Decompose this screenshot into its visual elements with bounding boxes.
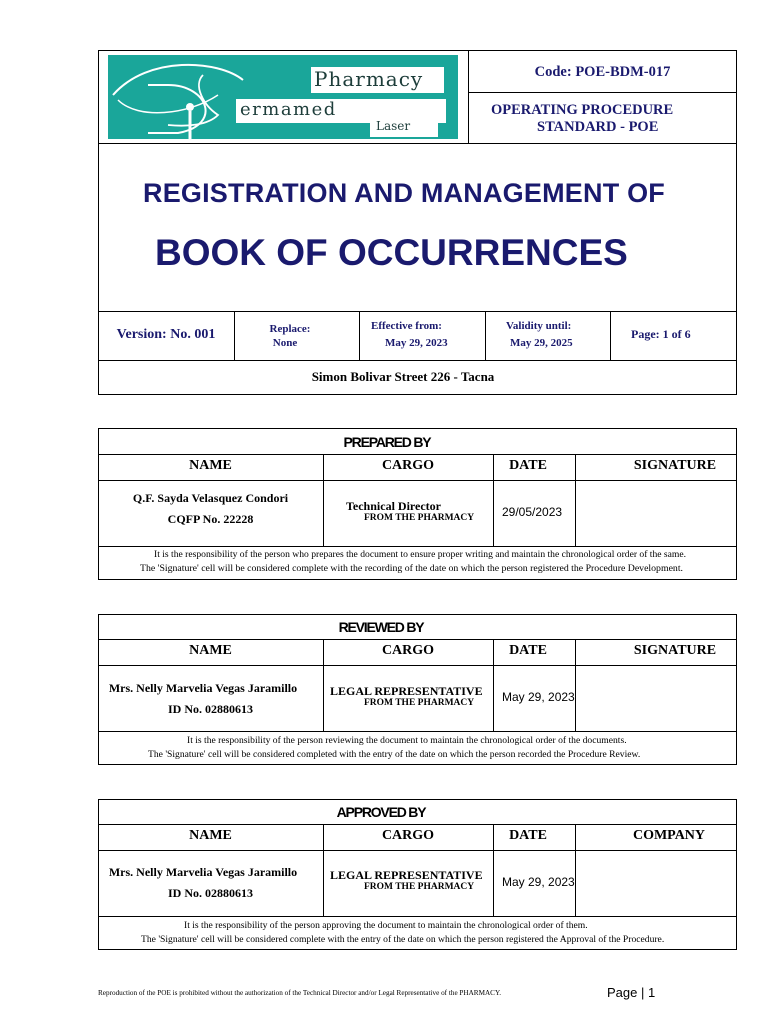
footer-disclaimer: Reproduction of the POE is prohibited without the authorization of the Technical Director and/or Legal Representative of the PHARMACY. [98,989,502,997]
prepared-note-line1: It is the responsibility of the person who prepares the document to ensure proper writing and maintain the chronological order of the same. [154,549,687,560]
header-divider [234,311,235,360]
document-code: Code: POE-BDM-017 [534,64,671,80]
approved-col-name: NAME [189,828,232,843]
reviewed-id: ID No. 02880613 [167,702,253,716]
logo-pharmacy-text: Pharmacy [314,67,424,91]
reviewed-col-signature: SIGNATURE [633,643,717,658]
reviewed-cargo: LEGAL REPRESENTATIVE [330,684,483,698]
replace-value: None [272,337,298,349]
prepared-name: Q.F. Sayda Velasquez Condori [132,491,289,505]
document-title-line1: REGISTRATION AND MANAGEMENT OF [143,178,665,208]
prepared-note-line2: The 'Signature' cell will be considered complete with the recording of the date on which the person registered the Procedure Development. [140,563,683,574]
table-divider [98,546,737,547]
table-divider [98,639,737,640]
prepared-col-date: DATE [509,458,547,473]
logo-dermamed-text: ermamed [240,99,337,120]
approved-date: May 29, 2023 [502,875,575,889]
reviewed-col-date: DATE [509,643,547,658]
validity-value: May 29, 2025 [510,337,573,349]
header-divider [610,311,611,360]
reviewed-col-name: NAME [189,643,232,658]
address: Simon Bolivar Street 226 - Tacna [311,369,495,384]
table-divider [98,850,737,851]
logo-laser-text: Laser [376,119,411,133]
prepared-cargo: Technical Director [346,499,441,513]
table-divider [98,665,737,666]
approved-cargo: LEGAL REPRESENTATIVE [330,868,483,882]
effective-value: May 29, 2023 [385,337,448,349]
approved-band: APPROVED BY [336,804,426,820]
table-divider [98,824,737,825]
effective-label: Effective from: [371,320,442,332]
approved-note-line2: The 'Signature' cell will be considered complete with the entry of the date on which the person registered the Approval of the Procedure. [141,934,665,945]
approved-cargo-sub: FROM THE PHARMACY [364,882,475,892]
prepared-id: CQFP No. 22228 [167,512,254,526]
procedure-type-line1: OPERATING PROCEDURE [491,102,674,118]
table-divider [98,480,737,481]
document-title-line2: BOOK OF OCCURRENCES [155,232,628,273]
header-divider [98,311,737,312]
approved-col-date: DATE [509,828,547,843]
footer-page-number: Page | 1 [607,985,656,1000]
header-divider [359,311,360,360]
reviewed-name: Mrs. Nelly Marvelia Vegas Jaramillo [108,681,298,695]
prepared-band: PREPARED BY [343,434,431,450]
prepared-col-signature: SIGNATURE [633,458,717,473]
header-divider [485,311,486,360]
prepared-col-name: NAME [189,458,232,473]
version-number: Version: No. 001 [116,327,216,342]
header-divider [468,92,737,93]
approved-note-line1: It is the responsibility of the person approving the document to maintain the chronological order of them. [184,920,588,931]
header-divider [98,143,737,144]
reviewed-note-line1: It is the responsibility of the person reviewing the document to maintain the chronological order of the documents. [187,735,627,746]
page-count: Page: 1 of 6 [631,327,691,341]
reviewed-cargo-sub: FROM THE PHARMACY [364,698,475,708]
validity-label: Validity until: [506,320,572,332]
company-logo [108,55,458,139]
approved-name: Mrs. Nelly Marvelia Vegas Jaramillo [108,865,298,879]
prepared-cargo-sub: FROM THE PHARMACY [364,513,475,523]
prepared-date: 29/05/2023 [502,505,563,519]
replace-label: Replace: [269,323,311,335]
approved-col-cargo: CARGO [381,828,435,843]
approved-id: ID No. 02880613 [167,886,253,900]
approved-col-company: COMPANY [632,828,706,843]
reviewed-note-line2: The 'Signature' cell will be considered completed with the entry of the date on which the person recorded the Procedure Review. [148,749,641,760]
reviewed-col-cargo: CARGO [381,643,435,658]
table-divider [98,731,737,732]
prepared-col-cargo: CARGO [381,458,435,473]
reviewed-band: REVIEWED BY [338,619,424,635]
reviewed-date: May 29, 2023 [502,690,575,704]
table-divider [98,454,737,455]
table-divider [98,916,737,917]
header-divider [98,360,737,361]
procedure-type-line2: STANDARD - POE [537,119,659,135]
